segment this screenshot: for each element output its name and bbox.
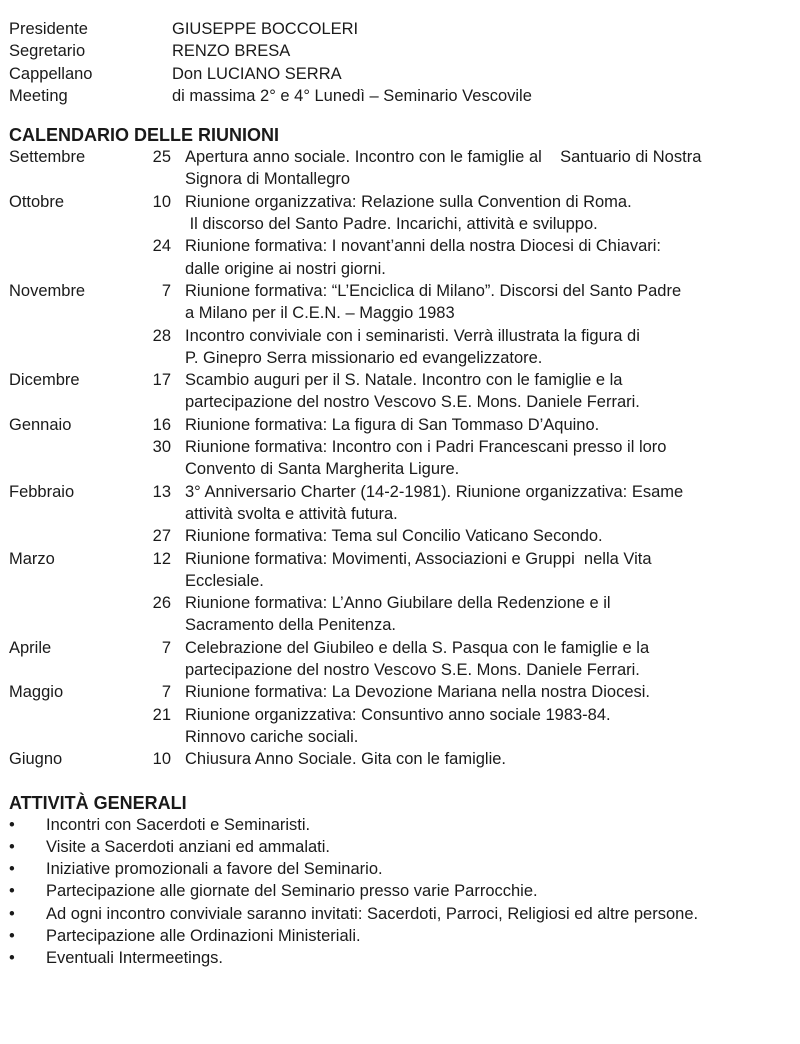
entry-line: Riunione formativa: I novant’anni della nostra Diocesi di Chiavari: xyxy=(185,237,661,256)
calendar-entry xyxy=(9,704,800,749)
bullet-icon: • xyxy=(9,815,15,834)
entry-day: 30 xyxy=(152,438,171,457)
entry-day: 7 xyxy=(161,638,171,657)
entry-month: Giugno xyxy=(9,750,63,769)
calendar-entry xyxy=(9,369,800,414)
bullet-icon: • xyxy=(9,882,15,901)
list-item-text: Eventuali Intermeetings. xyxy=(46,949,224,968)
entry-day: 28 xyxy=(152,326,171,345)
entry-description xyxy=(185,481,785,526)
calendar-entry xyxy=(9,481,800,526)
calendar-entry xyxy=(9,548,800,593)
entry-line: partecipazione del nostro Vescovo S.E. Mons. Daniele Ferrari. xyxy=(185,393,640,412)
list-item xyxy=(9,814,800,836)
list-item xyxy=(9,858,800,880)
list-item-text: Ad ogni incontro conviviale saranno invitati: Sacerdoti, Parroci, Religiosi ed altre persone. xyxy=(46,904,699,923)
calendar-entry xyxy=(9,436,800,481)
entry-description xyxy=(185,325,785,370)
entry-description xyxy=(185,525,785,547)
entry-month: Dicembre xyxy=(9,371,80,390)
entry-month: Gennaio xyxy=(9,415,72,434)
calendar-entry xyxy=(9,280,800,325)
list-item xyxy=(9,925,800,947)
entry-month xyxy=(9,235,127,280)
entry-line: partecipazione del nostro Vescovo S.E. Mons. Daniele Ferrari. xyxy=(185,661,640,680)
entry-month xyxy=(9,436,127,481)
entry-month: Ottobre xyxy=(9,192,65,211)
entry-line: Riunione organizzativa: Relazione sulla Convention di Roma. xyxy=(185,192,632,211)
officer-row xyxy=(9,63,800,85)
calendar-list xyxy=(9,146,800,770)
entry-description xyxy=(185,704,785,749)
entry-line: Sacramento della Penitenza. xyxy=(185,616,396,635)
officer-role: Segretario xyxy=(9,42,86,61)
entry-month: Novembre xyxy=(9,281,86,300)
entry-month xyxy=(9,592,127,637)
entry-description xyxy=(185,414,785,436)
officer-value: di massima 2° e 4° Lunedì – Seminario Vescovile xyxy=(172,86,532,105)
entry-line: P. Ginepro Serra missionario ed evangelizzatore. xyxy=(185,348,543,367)
bullet-icon: • xyxy=(9,904,15,923)
officer-role: Cappellano xyxy=(9,64,93,83)
officer-row xyxy=(9,85,800,107)
list-item xyxy=(9,903,800,925)
entry-line: Riunione formativa: La figura di San Tommaso D’Aquino. xyxy=(185,415,600,434)
bullet-icon: • xyxy=(9,926,15,945)
bullet-icon: • xyxy=(9,837,15,856)
entry-month: Marzo xyxy=(9,549,55,568)
entry-month xyxy=(9,325,127,370)
general-activities-heading: ATTIVITÀ GENERALI xyxy=(9,792,187,813)
entry-day: 16 xyxy=(152,415,171,434)
entry-line: Riunione formativa: Tema sul Concilio Vaticano Secondo. xyxy=(185,527,603,546)
entry-description xyxy=(185,280,785,325)
entry-description xyxy=(185,369,785,414)
entry-month: Settembre xyxy=(9,148,86,167)
entry-line: Incontro conviviale con i seminaristi. Verrà illustrata la figura di xyxy=(185,326,640,345)
entry-description xyxy=(185,235,785,280)
entry-description xyxy=(185,191,785,236)
officer-role: Meeting xyxy=(9,86,68,105)
list-item-text: Visite a Sacerdoti anziani ed ammalati. xyxy=(46,837,331,856)
calendar-heading: CALENDARIO DELLE RIUNIONI xyxy=(9,125,279,146)
officer-value: Don LUCIANO SERRA xyxy=(172,64,342,83)
entry-month: Aprile xyxy=(9,638,52,657)
list-item-text: Incontri con Sacerdoti e Seminaristi. xyxy=(46,815,311,834)
entry-day: 21 xyxy=(152,705,171,724)
entry-line: Apertura anno sociale. Incontro con le famiglie al Santuario di Nostra xyxy=(185,148,702,167)
entry-description xyxy=(185,146,785,191)
calendar-entry xyxy=(9,637,800,682)
entry-day: 17 xyxy=(152,371,171,390)
entry-line: dalle origine ai nostri giorni. xyxy=(185,259,386,278)
entry-day: 10 xyxy=(152,750,171,769)
entry-month: Maggio xyxy=(9,683,64,702)
entry-day: 25 xyxy=(152,148,171,167)
entry-line: Riunione formativa: “L’Enciclica di Milano”. Discorsi del Santo Padre xyxy=(185,281,682,300)
officer-value: RENZO BRESA xyxy=(172,42,291,61)
officer-role: Presidente xyxy=(9,20,88,38)
entry-description xyxy=(185,681,785,703)
calendar-entry xyxy=(9,525,800,547)
entry-line: Riunione formativa: La Devozione Mariana nella nostra Diocesi. xyxy=(185,683,650,702)
entry-line: Rinnovo cariche sociali. xyxy=(185,727,359,746)
entry-day: 24 xyxy=(152,237,171,256)
entry-line: Riunione formativa: Incontro con i Padri Francescani presso il loro xyxy=(185,438,667,457)
entry-description xyxy=(185,548,785,593)
entry-day: 10 xyxy=(152,192,171,211)
entry-line: Convento di Santa Margherita Ligure. xyxy=(185,460,460,479)
entry-line: Signora di Montallegro xyxy=(185,170,351,189)
calendar-entry xyxy=(9,748,800,770)
list-item-text: Partecipazione alle giornate del Seminario presso varie Parrocchie. xyxy=(46,882,538,901)
bullet-icon: • xyxy=(9,949,15,968)
entry-line: a Milano per il C.E.N. – Maggio 1983 xyxy=(185,304,455,323)
entry-day: 12 xyxy=(152,549,171,568)
calendar-entry xyxy=(9,235,800,280)
officer-value: GIUSEPPE BOCCOLERI xyxy=(172,20,359,38)
entry-line: Ecclesiale. xyxy=(185,571,264,590)
list-item-text: Iniziative promozionali a favore del Seminario. xyxy=(46,860,383,879)
calendar-entry xyxy=(9,592,800,637)
entry-line: Il discorso del Santo Padre. Incarichi, attività e sviluppo. xyxy=(185,215,598,234)
entry-day: 13 xyxy=(152,482,171,501)
bullet-icon: • xyxy=(9,860,15,879)
calendar-entry xyxy=(9,414,800,436)
entry-description xyxy=(185,592,785,637)
officer-row xyxy=(9,40,800,62)
general-activities-list xyxy=(9,814,800,970)
list-item xyxy=(9,880,800,902)
entry-line: Riunione formativa: Movimenti, Associazioni e Gruppi nella Vita xyxy=(185,549,652,568)
entry-day: 27 xyxy=(152,527,171,546)
calendar-entry xyxy=(9,191,800,236)
entry-day: 7 xyxy=(161,281,171,300)
calendar-entry xyxy=(9,146,800,191)
entry-month: Febbraio xyxy=(9,482,75,501)
officer-row xyxy=(9,18,800,40)
list-item xyxy=(9,836,800,858)
list-item xyxy=(9,947,800,969)
entry-line: Riunione formativa: L’Anno Giubilare della Redenzione e il xyxy=(185,594,611,613)
officers-block xyxy=(9,18,800,107)
entry-month xyxy=(9,704,127,749)
entry-day: 7 xyxy=(161,683,171,702)
entry-description xyxy=(185,637,785,682)
entry-description xyxy=(185,436,785,481)
entry-line: Riunione organizzativa: Consuntivo anno sociale 1983-84. xyxy=(185,705,611,724)
entry-month xyxy=(9,525,127,547)
entry-description xyxy=(185,748,785,770)
entry-line: Celebrazione del Giubileo e della S. Pasqua con le famiglie e la xyxy=(185,638,650,657)
entry-line: Chiusura Anno Sociale. Gita con le famiglie. xyxy=(185,750,507,769)
entry-line: attività svolta e attività futura. xyxy=(185,504,398,523)
calendar-entry xyxy=(9,681,800,703)
entry-line: 3° Anniversario Charter (14-2-1981). Riunione organizzativa: Esame xyxy=(185,482,684,501)
list-item-text: Partecipazione alle Ordinazioni Ministeriali. xyxy=(46,926,361,945)
calendar-entry xyxy=(9,325,800,370)
entry-line: Scambio auguri per il S. Natale. Incontro con le famiglie e la xyxy=(185,371,623,390)
entry-day: 26 xyxy=(152,594,171,613)
